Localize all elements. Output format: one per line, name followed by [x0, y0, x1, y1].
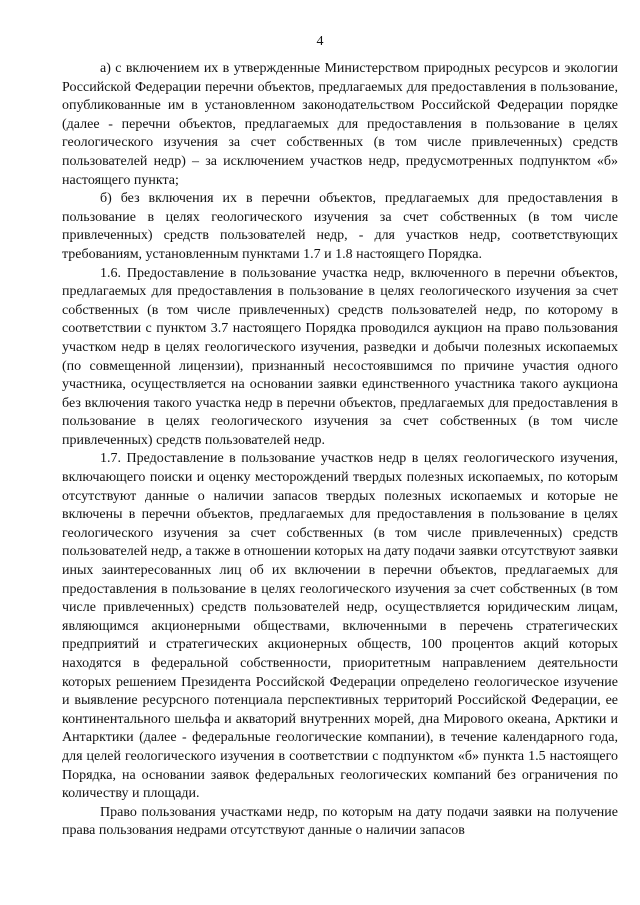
paragraph-subitem-a: а) с включением их в утвержденные Министерством природных ресурсов и экологии Российской Федерации перечни объектов, предлагаемых для предоставления в пользование, опубликованные им в установленном законодательством Российской Федерации порядке (далее - перечни объектов, предлагаемых для предоставления в пользование в целях геологического изучения за счет собственных (в том числе привлеченных) средств пользователей недр) – за исключением участков недр, предусмотренных подпунктом «б» настоящего пункта;: [62, 61, 618, 188]
paragraph-rights-continued: Право пользования участками недр, по которым на дату подачи заявки на получение права пользования недрами отсутствуют данные о наличии запасов: [62, 804, 618, 839]
page-number: 4: [316, 34, 324, 49]
paragraph-1-7: 1.7. Предоставление в пользование участков недр в целях геологического изучения, включающего поиски и оценку месторождений твердых полезных ископаемых, по которым отсутствуют данные о наличии запасов твердых полезных ископаемых и которые не включены в перечни объектов, предлагаемых для предоставления в пользование в целях геологического изучения за счет собственных (в том числе привлеченных) средств пользователей недр, а также в отношении которых на дату подачи заявки отсутствуют заявки иных заинтересованных лиц об их включении в перечни объектов, предлагаемых для предоставления в пользование в целях геологического изучения за счет собственных (в том числе привлеченных) средств пользователей недр, осуществляется юридическим лицам, являющимся акционерными обществами, включенными в перечень стратегических предприятий и стратегических акционерных обществ, 100 процентов акций которых находятся в федеральной собственности, приоритетным направлением деятельности которых решением Президента Российской Федерации определено геологическое изучение и выявление ресурсного потенциала перспективных территорий Российской Федерации, ее континентального шельфа и акваторий внутренних морей, дна Мирового океана, Арктики и Антарктики (далее - федеральные геологические компании), в течение календарного года, для целей геологического изучения в соответствии с подпунктом «б» пункта 1.5 настоящего Порядка, на основании заявок федеральных геологических компаний без ограничения по количеству и площади.: [62, 451, 619, 802]
paragraph-subitem-b: б) без включения их в перечни объектов, предлагаемых для предоставления в пользование в целях геологического изучения за счет собственных (в том числе привлеченных) средств пользователей недр, - для участков недр, соответствующих требованиям, установленным пунктами 1.7 и 1.8 настоящего Порядка.: [62, 191, 618, 262]
paragraph-1-6: 1.6. Предоставление в пользование участка недр, включенного в перечни объектов, предлагаемых для предоставления в пользование в целях геологического изучения за счет собственных (в том числе привлеченных) средств пользователей недр, по которому в соответствии с пунктом 3.7 настоящего Порядка проводился аукцион на право пользования участком недр в целях геологического изучения, разведки и добычи полезных ископаемых (по совмещенной лицензии), признанный несостоявшимся по причине участия одного участника, осуществляется на основании заявки единственного участника такого аукциона без включения такого участка недр в перечни объектов, предлагаемых для предоставления в пользование в целях геологического изучения за счет собственных (в том числе привлеченных) средств пользователей недр.: [62, 265, 618, 448]
document-body: [62, 60, 618, 841]
